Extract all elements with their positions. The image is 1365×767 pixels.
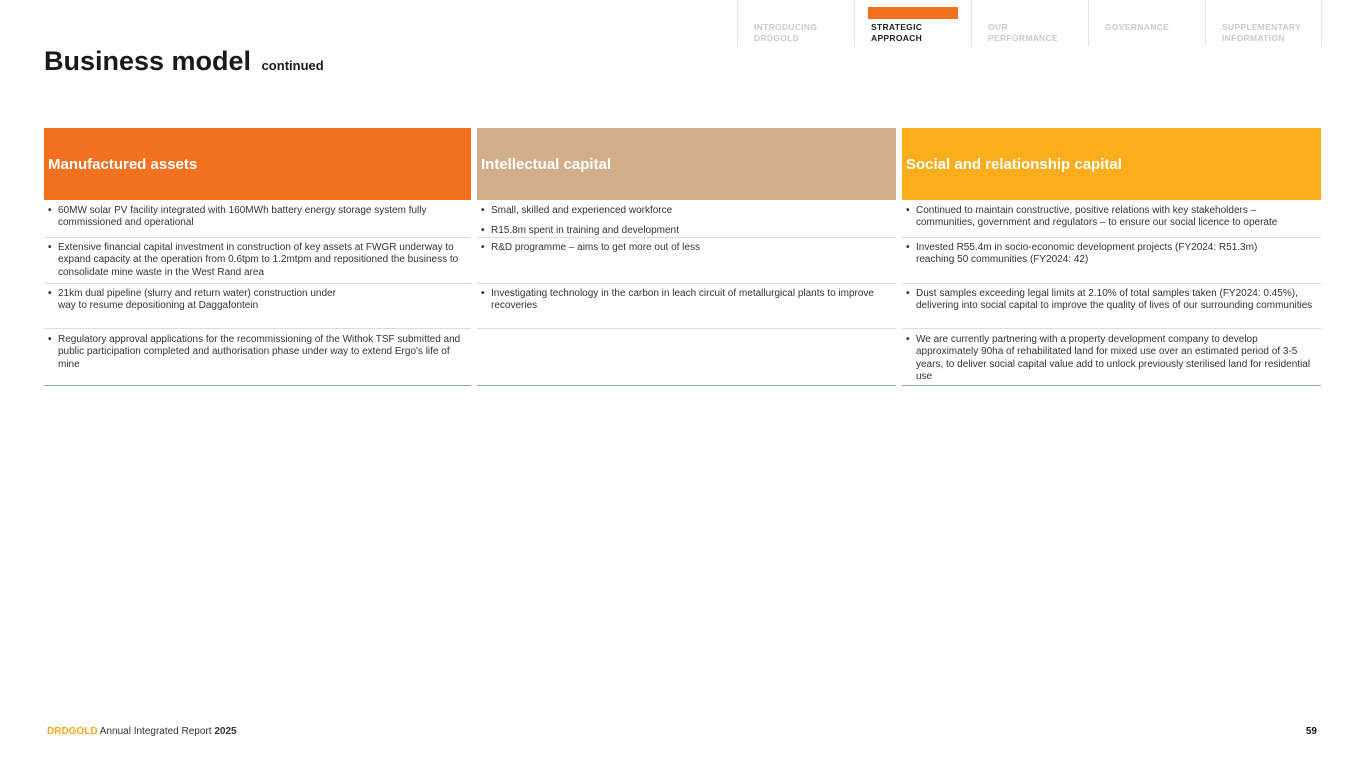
table-row: [477, 200, 896, 238]
nav-tab-supplementary-information[interactable]: [1205, 0, 1322, 46]
page-title-text: Business model: [44, 46, 252, 76]
list-item: • Investigating technology in the carbon in leach circuit of metallurgical plants to improve recoveries: [481, 288, 874, 312]
nav-tab-our-performance[interactable]: [971, 0, 1088, 46]
table-row: [902, 284, 1321, 329]
table-row: [902, 329, 1321, 386]
list-item: • 21km dual pipeline (slurry and return water) construction under way to resume depositioning at Daggafontein: [48, 288, 336, 312]
page-number: 59: [1305, 726, 1317, 737]
page-title-suffix: continued: [261, 58, 324, 73]
table-row: [477, 329, 896, 386]
nav-tab-label-line2: GOVERNANCE: [1105, 22, 1169, 32]
bullet-icon: •: [48, 205, 52, 216]
bullet-icon: •: [906, 288, 910, 299]
list-item: • 60MW solar PV facility integrated with 160MWh battery energy storage system fully commissioned and operational: [48, 205, 427, 229]
column-intellectual-capital: [477, 128, 896, 386]
bullet-icon: •: [906, 242, 910, 253]
list-item: • Regulatory approval applications for the recommissioning of the Withok TSF submitted and public participation completed and authorisation phase under way to extend Ergo's life of mine: [48, 334, 461, 370]
list-item: • Continued to maintain constructive, positive relations with key stakeholders – communities, government and regulators – to ensure our social licence to operate: [906, 205, 1278, 229]
nav-tab-governance[interactable]: [1088, 0, 1205, 46]
active-tab-indicator: [868, 7, 958, 19]
list-item: • Invested R55.4m in socio-economic development projects (FY2024: R51.3m) reaching 50 communities (FY2024: 42): [906, 242, 1258, 266]
footer-report: Annual Integrated Report: [99, 726, 212, 737]
footer-brand: DRDGOLD: [47, 726, 98, 737]
table-row: [477, 238, 896, 284]
nav-tab-label-line1: SUPPLEMENTARY: [1222, 22, 1301, 32]
nav-tab-label-line1: INTRODUCING: [754, 22, 818, 32]
bullet-icon: •: [48, 242, 52, 253]
column-heading: Intellectual capital: [477, 128, 896, 200]
list-item: • Small, skilled and experienced workforce: [481, 205, 673, 216]
bullet-icon: •: [481, 205, 485, 216]
list-item: • Dust samples exceeding legal limits at 2.10% of total samples taken (FY2024: 0.45%), delivering into social capital to improve the quality of lives of our surrounding communities: [906, 288, 1313, 312]
bullet-icon: •: [481, 242, 485, 253]
table-row: [477, 284, 896, 329]
table-row: [44, 329, 471, 386]
bullet-icon: •: [48, 334, 52, 345]
nav-tab-label-line2: APPROACH: [871, 32, 923, 43]
bullet-icon: •: [48, 288, 52, 299]
bullet-icon: •: [481, 288, 485, 299]
footer-year: 2025: [214, 726, 237, 737]
table-row: [44, 284, 471, 329]
footer-report-name: [47, 726, 237, 737]
nav-tab-strategic-approach[interactable]: [854, 0, 971, 46]
table-row: [902, 238, 1321, 284]
bullet-icon: •: [906, 334, 910, 345]
column-manufactured-assets: [44, 128, 471, 386]
table-row: [44, 200, 471, 238]
section-nav: [737, 0, 1322, 46]
column-heading: Manufactured assets: [44, 128, 471, 200]
list-item: • We are currently partnering with a property development company to develop approximately 90ha of rehabilitated land for mixed use over an estimated period of 3-5 years, to deliver social capital value add to unlock previously sterilised land for residential use: [906, 334, 1311, 382]
list-item: • R&D programme – aims to get more out of less: [481, 242, 700, 253]
nav-tab-label-line2: INFORMATION: [1222, 32, 1285, 43]
nav-tab-label-line1: STRATEGIC: [871, 22, 923, 32]
nav-tab-label-line2: DRDGOLD: [754, 32, 800, 43]
column-social-relationship-capital: [902, 128, 1321, 386]
bullet-icon: •: [481, 225, 485, 237]
list-item: • Extensive financial capital investment in construction of key assets at FWGR underway to expand capacity at the operation from 0.6tpm to 1.2mtpm and repositioned the business to consolidate mine waste in the West Rand area: [48, 242, 459, 278]
nav-tab-label-line2: PERFORMANCE: [988, 32, 1058, 43]
nav-tab-introducing[interactable]: [737, 0, 854, 46]
nav-tab-label-line1: OUR: [988, 22, 1008, 32]
table-row: [902, 200, 1321, 238]
list-item: • R15.8m spent in training and development: [481, 225, 679, 237]
bullet-icon: •: [906, 205, 910, 216]
page-title: [44, 46, 324, 77]
table-row: [44, 238, 471, 284]
column-heading: Social and relationship capital: [902, 128, 1321, 200]
